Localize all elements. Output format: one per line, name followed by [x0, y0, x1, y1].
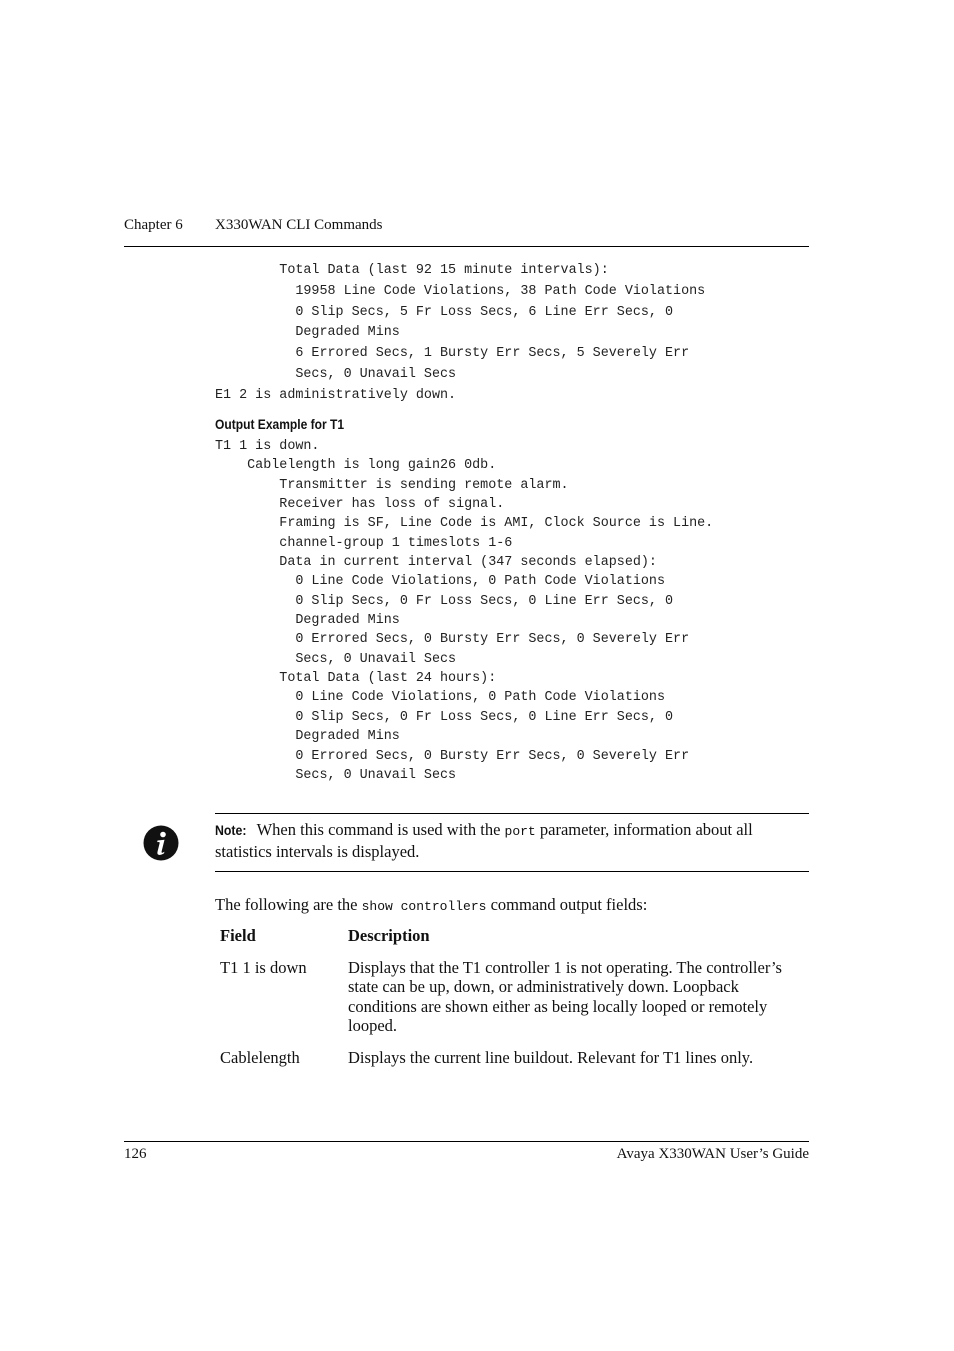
table-row — [220, 958, 810, 1036]
column-header-description: Description — [348, 926, 430, 945]
code-line: Degraded Mins — [215, 729, 400, 745]
column-header-field: Field — [220, 926, 256, 945]
table-row — [220, 1048, 810, 1068]
table-header-row — [220, 926, 810, 946]
code-line: Total Data (last 92 15 minute intervals): — [215, 263, 609, 278]
running-header — [124, 215, 808, 235]
code-line: Cablelength is long gain26 0db. — [215, 458, 497, 474]
code-line: E1 2 is administratively down. — [215, 387, 457, 403]
note-text-before: When this command is used with the — [256, 820, 505, 839]
book-title: Avaya X330WAN User’s Guide — [616, 1146, 809, 1162]
intro-text-before: The following are the — [215, 895, 362, 914]
code-line: Degraded Mins — [215, 325, 400, 341]
note-paragraph — [215, 820, 809, 862]
code-line: 0 Errored Secs, 0 Bursty Err Secs, 0 Severely Err — [215, 748, 690, 764]
description-cell: Displays the current line buildout. Relevant for T1 lines only. — [348, 1047, 754, 1067]
note-text-after: parameter, information about all statistics intervals is displayed. — [215, 820, 753, 861]
code-line: Framing is SF, Line Code is AMI, Clock Source is Line. — [215, 516, 714, 532]
code-line: Transmitter is sending remote alarm. — [215, 477, 569, 493]
field-cell: T1 1 is down — [220, 957, 307, 977]
code-line: Total Data (last 24 hours): — [215, 671, 497, 687]
intro-text-after: command output fields: — [486, 895, 648, 914]
info-icon — [143, 825, 179, 861]
code-block-e1-output — [215, 261, 705, 407]
code-line: 0 Slip Secs, 5 Fr Loss Secs, 6 Line Err Secs, 0 — [215, 304, 674, 320]
page-number: 126 — [124, 1146, 147, 1162]
note-inline-code: port — [504, 824, 536, 839]
code-line: 0 Slip Secs, 0 Fr Loss Secs, 0 Line Err Secs, 0 — [215, 709, 674, 725]
code-line: Secs, 0 Unavail Secs — [215, 366, 457, 382]
code-line: 0 Slip Secs, 0 Fr Loss Secs, 0 Line Err Secs, 0 — [215, 593, 674, 609]
note-top-rule — [215, 813, 809, 814]
code-line: 6 Errored Secs, 1 Bursty Err Secs, 5 Severely Err — [215, 346, 690, 362]
field-cell: Cablelength — [220, 1047, 300, 1067]
code-line: Secs, 0 Unavail Secs — [215, 651, 457, 667]
code-line: Secs, 0 Unavail Secs — [215, 767, 457, 783]
note-bottom-rule — [215, 871, 809, 872]
intro-inline-code: show controllers — [361, 899, 487, 914]
code-line: 0 Errored Secs, 0 Bursty Err Secs, 0 Severely Err — [215, 632, 690, 648]
code-line: Data in current interval (347 seconds elapsed): — [215, 555, 657, 571]
code-line: 0 Line Code Violations, 0 Path Code Violations — [215, 690, 665, 706]
code-line: Receiver has loss of signal. — [215, 497, 505, 513]
section-subheading: Output Example for T1 — [215, 416, 345, 432]
header-rule — [124, 246, 809, 247]
running-footer — [124, 1144, 809, 1164]
description-cell: Displays that the T1 controller 1 is not operating. The controller’s state can be up, down, or administratively down. Loopback conditions are shown either as being locally looped or remotely looped. — [348, 957, 782, 1036]
code-line: 0 Line Code Violations, 0 Path Code Violations — [215, 574, 665, 590]
code-line: Degraded Mins — [215, 613, 400, 629]
intro-paragraph — [215, 894, 647, 918]
chapter-title: X330WAN CLI Commands — [215, 217, 383, 233]
fields-table — [220, 926, 810, 1068]
code-line: 19958 Line Code Violations, 38 Path Code Violations — [215, 283, 706, 299]
code-line: T1 1 is down. — [215, 439, 320, 454]
footer-rule — [124, 1141, 809, 1142]
note-label: Note: — [215, 822, 247, 838]
code-line: channel-group 1 timeslots 1-6 — [215, 535, 513, 551]
code-block-t1-output — [215, 437, 713, 785]
chapter-number: Chapter 6 — [124, 217, 183, 233]
